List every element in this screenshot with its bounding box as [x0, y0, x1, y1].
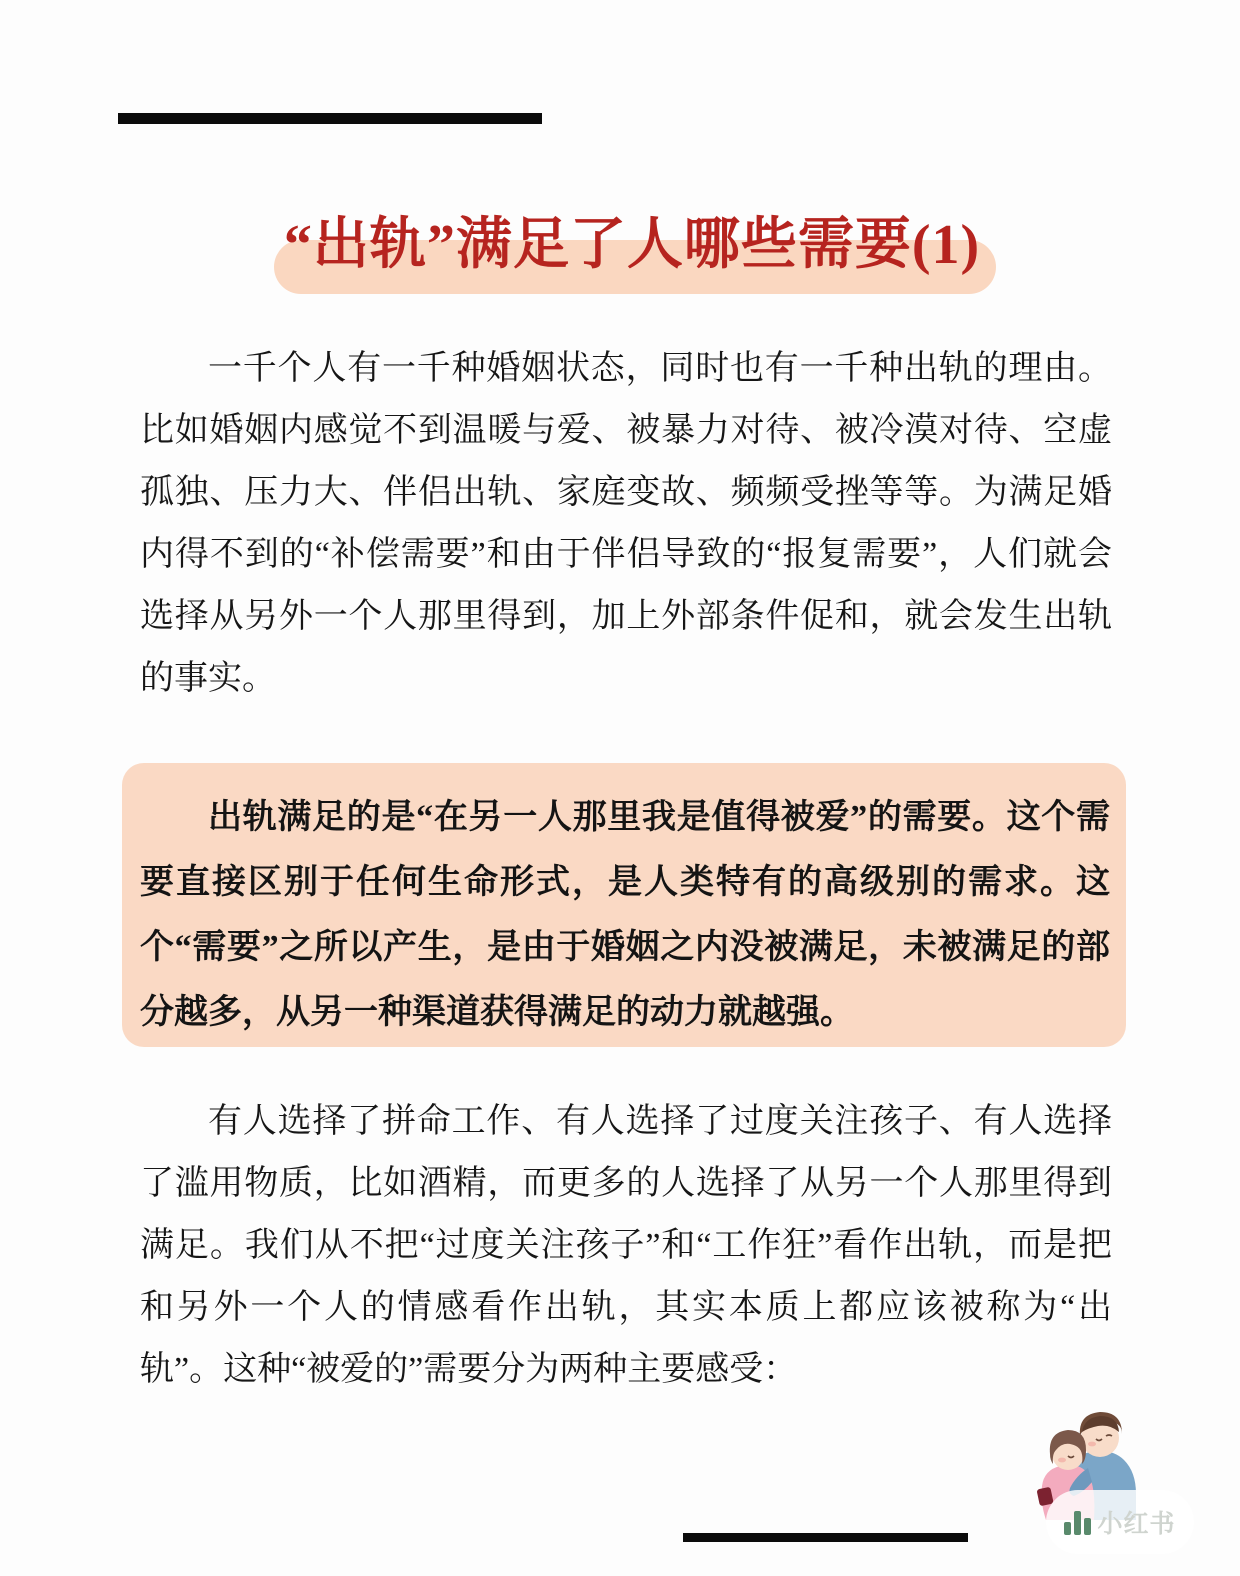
paragraph-choices: 有人选择了拼命工作、有人选择了过度关注孩子、有人选择了滥用物质，比如酒精，而更多的人选择了从另一个人那里得到满足。我们从不把“过度关注孩子”和“工作狂”看作出轨，而是把和另外一个人的情感看作出轨，其实本质上都应该被称为“出轨”。这种“被爱的”需要分为两种主要感受： — [140, 1103, 1112, 1388]
woman-blush — [1058, 1458, 1066, 1463]
paragraph-intro: 一千个人有一千种婚姻状态，同时也有一千种出轨的理由。比如婚姻内感觉不到温暖与爱、被暴力对待、被冷漠对待、空虚孤独、压力大、伴侣出轨、家庭变故、频频受挫等等。为满足婚内得不到的“补偿需要”和由于伴侣导致的“报复需要”，人们就会选择从另外一个人那里得到，加上外部条件促和，就会发生出轨的事实。 — [140, 350, 1112, 697]
bottom-accent-bar — [683, 1533, 968, 1542]
top-accent-bar — [118, 113, 542, 124]
page-title: “出轨”满足了人哪些需要(1) — [283, 214, 981, 276]
callout-text: 出轨满足的是“在另一人那里我是值得被爱”的需要。这个需要直接区别于任何生命形式，是人类特有的高级别的需求。这个“需要”之所以产生，是由于婚姻之内没被满足，未被满足的部分越多，从另一种渠道获得满足的动力就越强。 — [140, 799, 1110, 1031]
man-blush — [1088, 1442, 1096, 1447]
xiaohongshu-watermark — [1046, 1490, 1194, 1554]
bar-chart-icon — [1064, 1509, 1091, 1535]
highlight-callout-box — [122, 763, 1126, 1047]
watermark-label: 小红书 — [1097, 1510, 1176, 1538]
title-area — [262, 200, 1002, 300]
